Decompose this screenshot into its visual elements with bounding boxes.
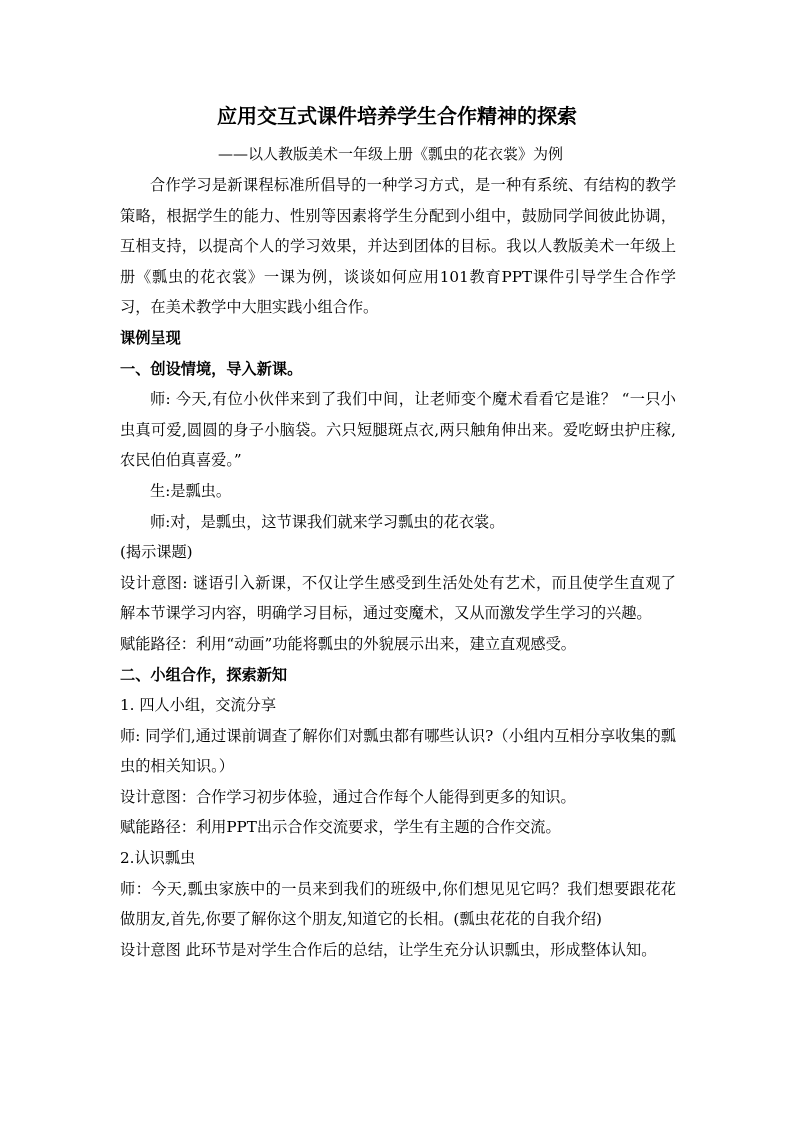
section-heading-one: 一、创设情境，导入新课。 xyxy=(120,359,303,378)
section-heading-two: 二、小组合作，探索新知 xyxy=(120,665,288,684)
empower-path-paragraph-2: 赋能路径：利用PPT出示合作交流要求，学生有主题的合作交流。 xyxy=(120,818,561,837)
intro-paragraph: 合作学习是新课程标准所倡导的一种学习方式，是一种有系统、有结构的教学策略，根据学生的能力、性别等因素将学生分配到小组中，鼓励同学间彼此协调，互相支持，以提高个人的学习效果，并达到团体的目标。我以人教版美术一年级上册《瓢虫的花衣裳》一课为例，谈谈如何应用101教育PPT课件引导学生合作学习，在美术教学中大胆实践小组合作。 xyxy=(120,176,676,317)
student-answer-paragraph: 生:是瓢虫。 xyxy=(150,481,232,500)
design-intent-paragraph-3: 设计意图 此环节是对学生合作后的总结，让学生充分认识瓢虫，形成整体认知。 xyxy=(120,940,657,959)
teacher-question-paragraph: 师: 同学们,通过课前调查了解你们对瓢虫都有哪些认识?（小组内互相分享收集的瓢虫的相关知识。） xyxy=(120,726,676,776)
teacher-response-paragraph: 师:对，是瓢虫，这节课我们就来学习瓢虫的花衣裳。 xyxy=(150,512,505,531)
document-body xyxy=(120,170,676,965)
teacher-intro-paragraph: 师：今天,瓢虫家族中的一员来到我们的班级中,你们想见见它吗？我们想要跟花花做朋友,首先,你要了解你这个朋友,知道它的长相。(瓢虫花花的自我介绍) xyxy=(120,879,676,929)
subsection-heading-2: 2.认识瓢虫 xyxy=(120,849,196,868)
subsection-heading-1: 1. 四人小组，交流分享 xyxy=(120,696,277,715)
reveal-topic-note: (揭示课题) xyxy=(120,543,193,562)
teacher-riddle-paragraph: 师: 今天,有位小伙伴来到了我们中间，让老师变个魔术看看它是谁？ “一只小虫真可爱,圆圆的身子小脑袋。六只短腿斑点衣,两只触角伸出来。爱吃蚜虫护庄稼,农民伯伯真喜爱。” xyxy=(120,390,676,470)
design-intent-paragraph-1: 设计意图: 谜语引入新课，不仅让学生感受到生活处处有艺术，而且使学生直观了解本节课学习内容，明确学习目标，通过变魔术，又从而激发学生学习的兴趣。 xyxy=(120,573,676,623)
document-title: 应用交互式课件培养学生合作精神的探索 xyxy=(217,104,577,128)
document-subtitle: ——以人教版美术一年级上册《瓢虫的花衣裳》为例 xyxy=(218,145,564,163)
empower-path-paragraph-1: 赋能路径：利用“动画”功能将瓢虫的外貌展示出来，建立直观感受。 xyxy=(120,634,576,653)
section-heading-case: 课例呈现 xyxy=(120,328,181,347)
design-intent-paragraph-2: 设计意图：合作学习初步体验，通过合作每个人能得到更多的知识。 xyxy=(120,787,576,806)
